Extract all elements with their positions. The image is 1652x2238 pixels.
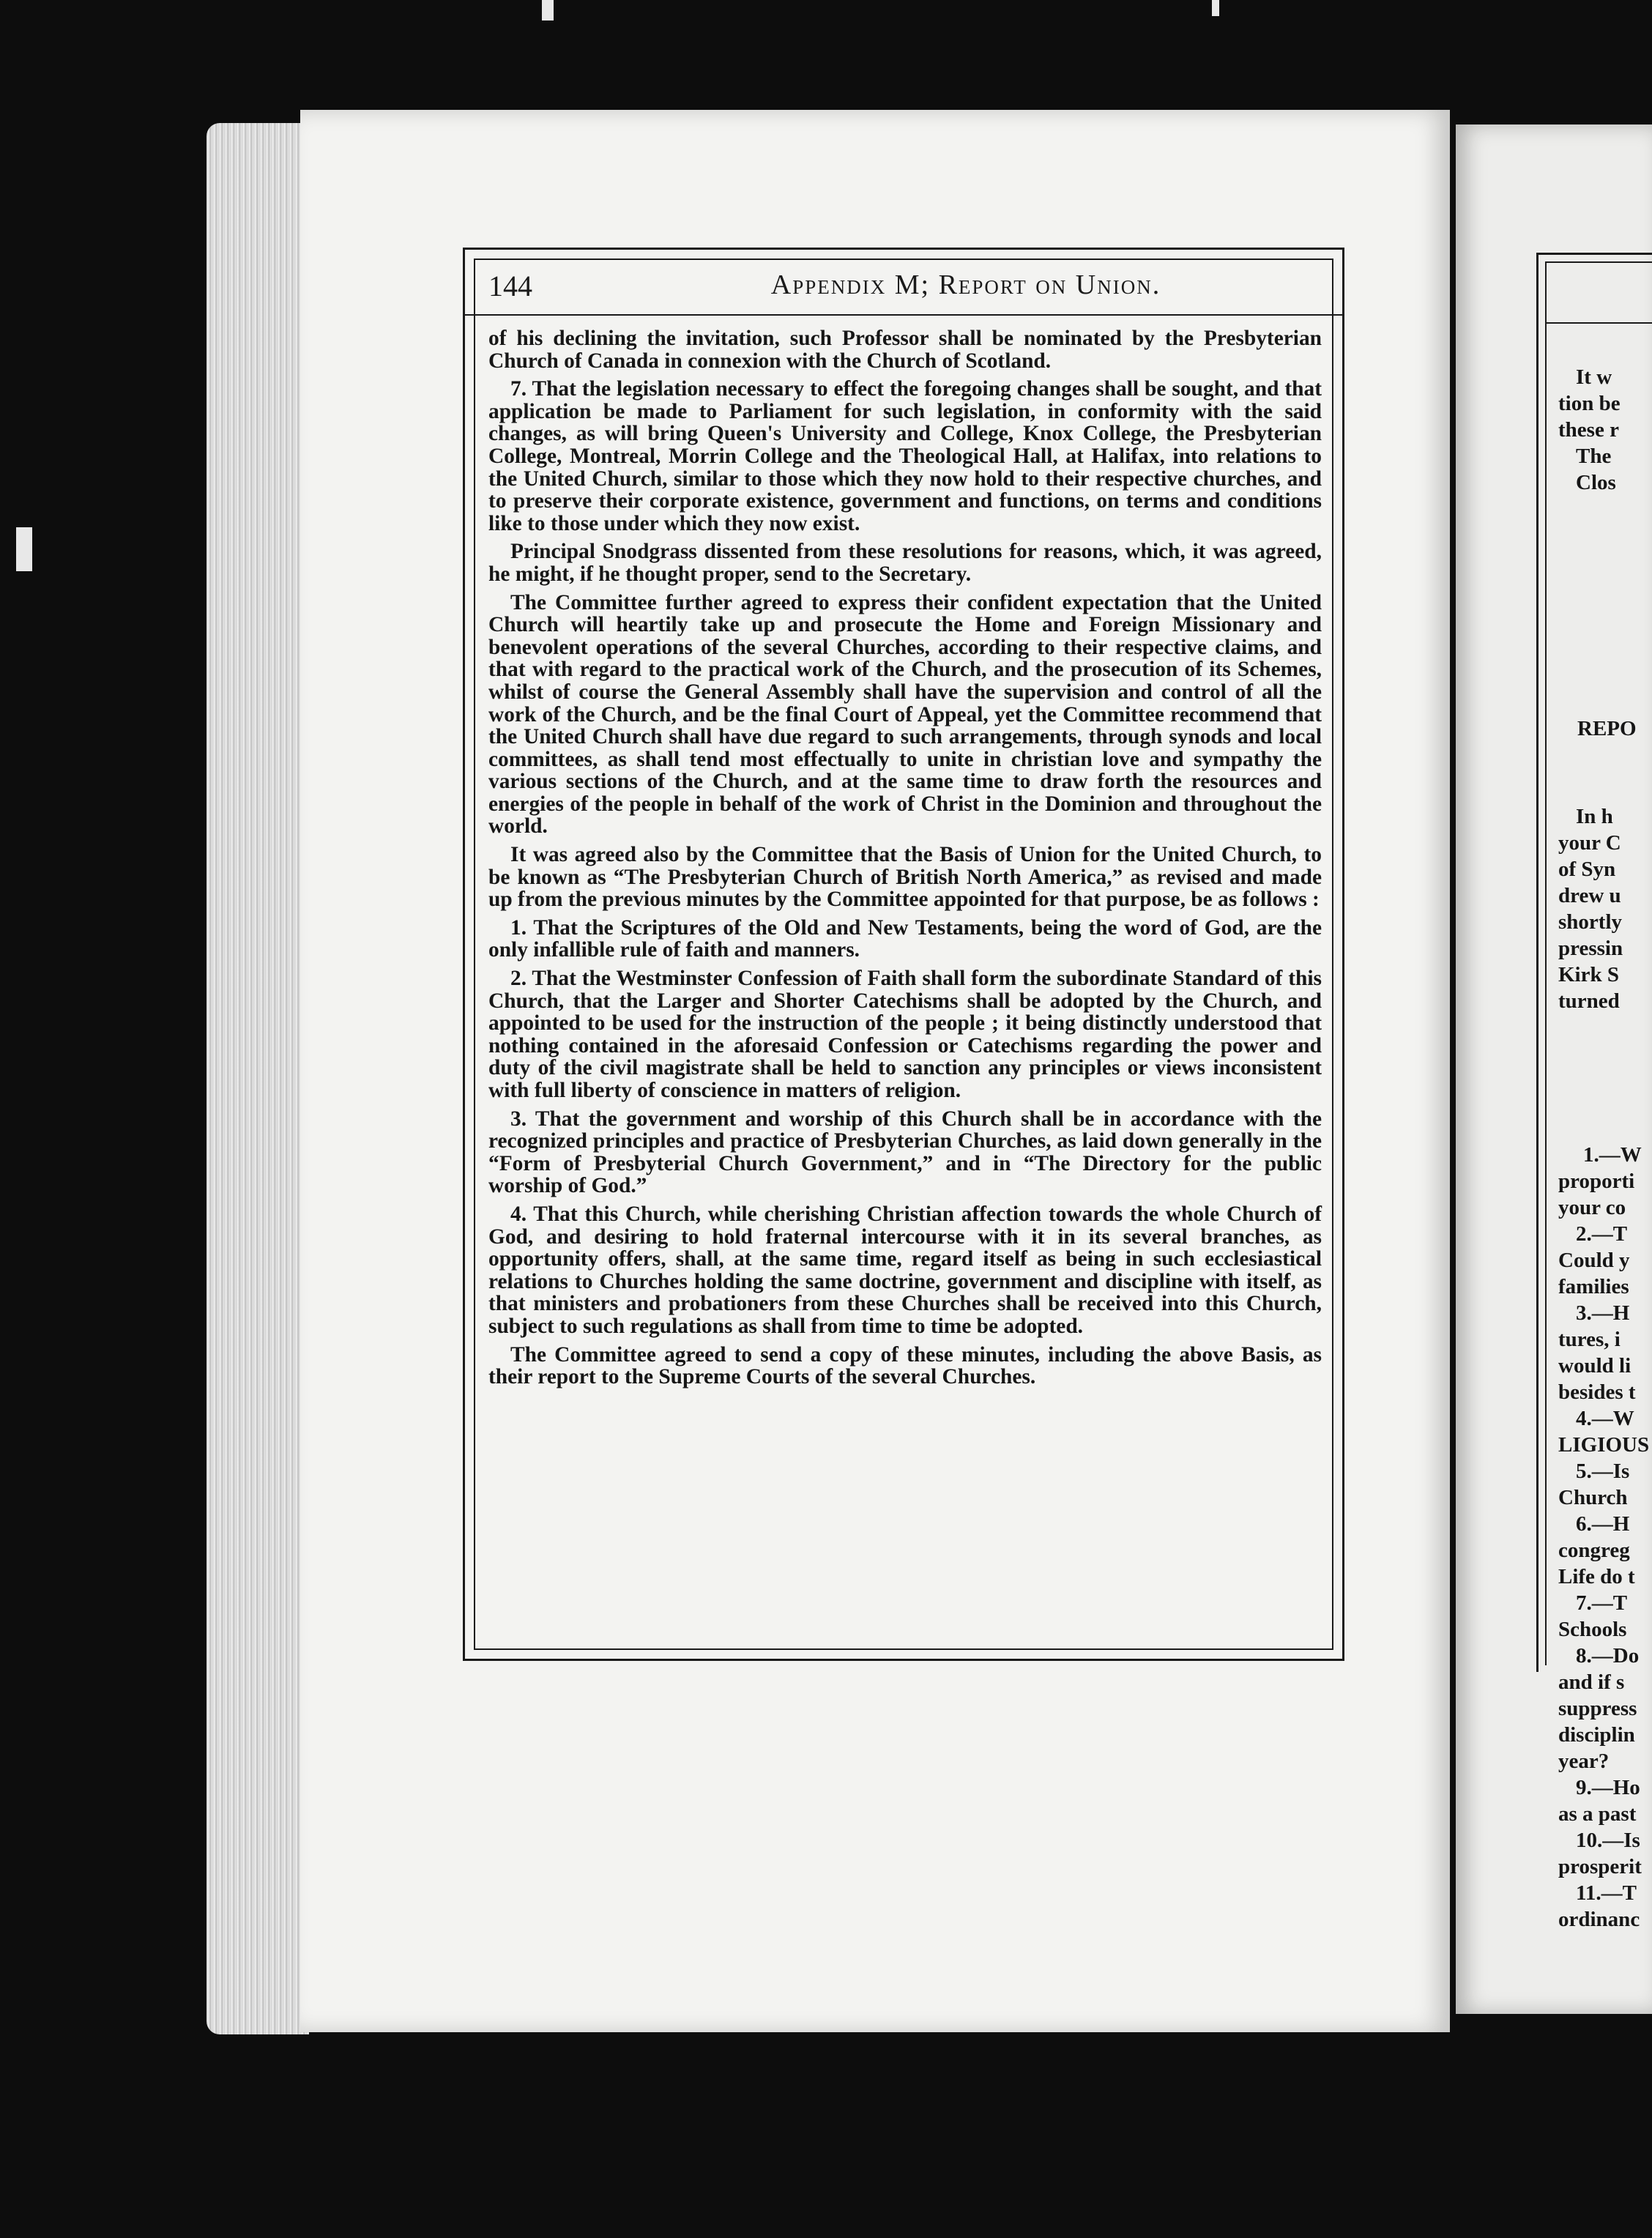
page-number: 144 bbox=[488, 269, 532, 302]
paragraph: 2. That the Westminster Confession of Faith shall form the subordinate Standard of this Church, that the Larger and Shorter Catechisms shall be adopted by the Church, and appointed to be used for the instruction of the people ; it being distinctly understood that nothing contained in the aforesaid Confession or Catechisms regarding the power and duty of the civil magistrate shall be held to sanction any principles or views inconsistent with full liberty of conscience in matters of religion. bbox=[488, 967, 1322, 1102]
running-head: Appendix M; Report on Union. bbox=[770, 269, 1161, 300]
facing-page-text-fragment: pressin bbox=[1558, 937, 1623, 960]
facing-page-text-fragment: ordinanc bbox=[1558, 1908, 1640, 1931]
facing-page-text-fragment: 10.—Is bbox=[1576, 1829, 1640, 1852]
right-page-header-rule bbox=[1545, 322, 1652, 324]
text-frame bbox=[463, 248, 1344, 1661]
facing-page-text-fragment: The bbox=[1576, 445, 1612, 468]
facing-page-text-fragment: and if s bbox=[1558, 1670, 1625, 1694]
paragraph: The Committee agreed to send a copy of these minutes, including the above Basis, as their report to the Supreme Courts of the several Churches. bbox=[488, 1342, 1322, 1389]
facing-page-text-fragment: shortly bbox=[1558, 910, 1622, 934]
facing-page-text-fragment: disciplin bbox=[1558, 1723, 1635, 1747]
facing-page-text-fragment: these r bbox=[1558, 418, 1619, 442]
facing-page-text-fragment: tion be bbox=[1558, 392, 1621, 415]
paragraph: 4. That this Church, while cherishing Christian affection towards the whole Church of God, and desiring to hold fraternal intercourse with it in its several branches, as opportunity offers, shall, at the same time, regard itself as being in such ecclesiastical relations to Churches holding the same doctrine, government and discipline with itself, as that ministers and probationers from these Churches shall be received into this Church, subject to such regulations as shall from time to time be adopted. bbox=[488, 1202, 1322, 1338]
facing-page-text-fragment: 5.—Is bbox=[1576, 1460, 1630, 1483]
facing-page-text-fragment: proporti bbox=[1558, 1170, 1635, 1193]
facing-page-text-fragment: 11.—T bbox=[1576, 1881, 1637, 1905]
facing-page-text-fragment: prosperit bbox=[1558, 1855, 1642, 1878]
facing-page-text-fragment: 2.—T bbox=[1576, 1222, 1628, 1246]
facing-page-text-fragment: besides t bbox=[1558, 1380, 1636, 1404]
facing-page-text-fragment: Kirk S bbox=[1558, 963, 1619, 986]
header-rule bbox=[465, 314, 1342, 316]
facing-page-text-fragment: LIGIOUS bbox=[1558, 1433, 1650, 1457]
facing-page-text-fragment: 6.—H bbox=[1576, 1512, 1630, 1536]
facing-page-text-fragment: year? bbox=[1558, 1750, 1610, 1773]
facing-page-text-fragment: as a past bbox=[1558, 1802, 1637, 1826]
paragraph: 3. That the government and worship of this Church shall be in accordance with the recognized principles and practice of Presbyterian Churches, as laid down generally in the “Form of Presbyterial Church Government,” and in “The Directory for the public worship of God.” bbox=[488, 1107, 1322, 1198]
paragraph: of his declining the invitation, such Professor shall be nominated by the Presbyterian Church of Canada in connexion with the Church of Scotland. bbox=[488, 327, 1322, 373]
facing-page-text-fragment: congreg bbox=[1558, 1539, 1630, 1562]
facing-page-text-fragment: families bbox=[1558, 1275, 1629, 1298]
body-text bbox=[488, 327, 1322, 1394]
paragraph: The Committee further agreed to express their confident expectation that the United Church will heartily take up and prosecute the Home and Foreign Missionary and benevolent operations of the several Churches, according to their respective claims, and that with regard to the practical work of the Church, and the prosecution of its Schemes, whilst of course the General Assembly shall have the supervision and control of all the work of the Church, and be the final Court of Appeal, yet the Committee recommend that the United Church shall have due regard to such arrangements, through synods and local committees, as shall tend most effectually to unite in christian love and sympathy the various sections of the Church, and at the same time to draw forth the resources and energies of the people in behalf of the work of Christ in the Dominion and throughout the world. bbox=[488, 590, 1322, 839]
facing-page-text-fragment: Church bbox=[1558, 1486, 1628, 1509]
facing-page-text-fragment: Could y bbox=[1558, 1249, 1630, 1272]
facing-page-text-fragment: your co bbox=[1558, 1196, 1626, 1219]
facing-page-text-fragment: drew u bbox=[1558, 884, 1621, 907]
facing-page-text-fragment: 7.—T bbox=[1576, 1591, 1628, 1615]
paragraph: Principal Snodgrass dissented from these resolutions for reasons, which, it was agreed, he might, if he thought proper, send to the Secretary. bbox=[488, 540, 1322, 586]
facing-page-text-fragment: would li bbox=[1558, 1354, 1631, 1378]
scan-speck bbox=[16, 527, 32, 571]
scan-speck bbox=[542, 0, 554, 21]
paragraph: 1. That the Scriptures of the Old and New Testaments, being the word of God, are the only infallible rule of faith and manners. bbox=[488, 915, 1322, 962]
paragraph: It was agreed also by the Committee that the Basis of Union for the United Church, to be known as “The Presbyterian Church of British North America,” as revised and made up from the previous minutes by the Committee appointed for that purpose, be as follows : bbox=[488, 843, 1322, 912]
facing-page-text-fragment: Schools bbox=[1558, 1618, 1627, 1641]
facing-page-text-fragment: suppress bbox=[1558, 1697, 1637, 1720]
facing-page-text-fragment: In h bbox=[1576, 805, 1613, 828]
facing-page-text-fragment: of Syn bbox=[1558, 858, 1616, 881]
facing-page-text-fragment: Clos bbox=[1576, 471, 1616, 494]
facing-page-text-fragment: REPO bbox=[1577, 717, 1637, 740]
facing-page-text-fragment: tures, i bbox=[1558, 1328, 1621, 1351]
facing-page-text-fragment: 4.—W bbox=[1576, 1407, 1634, 1430]
paragraph: 7. That the legislation necessary to effect the foregoing changes shall be sought, and that application be made to Parliament for such legislation, in conformity with the said changes, as will bring Queen's University and College, Knox College, the Presbyterian College, Montreal, Morrin College and the Theological Hall, at Halifax, into relations to the United Church, similar to those which they now hold to their respective churches, and to preserve their corporate existence, government and functions, on terms and conditions like to those under which they now exist. bbox=[488, 377, 1322, 535]
facing-page-text-fragment: Life do t bbox=[1558, 1565, 1635, 1588]
facing-page-text-fragment: 1.—W bbox=[1583, 1143, 1642, 1167]
page-edges bbox=[206, 123, 309, 2034]
facing-page-text-fragment: 9.—Ho bbox=[1576, 1776, 1640, 1799]
facing-page-text-fragment: turned bbox=[1558, 989, 1620, 1013]
scan-speck bbox=[1212, 0, 1219, 16]
facing-page-text-fragment: your C bbox=[1558, 831, 1621, 855]
facing-page-text-fragment: 3.—H bbox=[1576, 1301, 1630, 1325]
facing-page-text-fragment: 8.—Do bbox=[1576, 1644, 1640, 1668]
facing-page-text-fragment: It w bbox=[1576, 365, 1612, 389]
